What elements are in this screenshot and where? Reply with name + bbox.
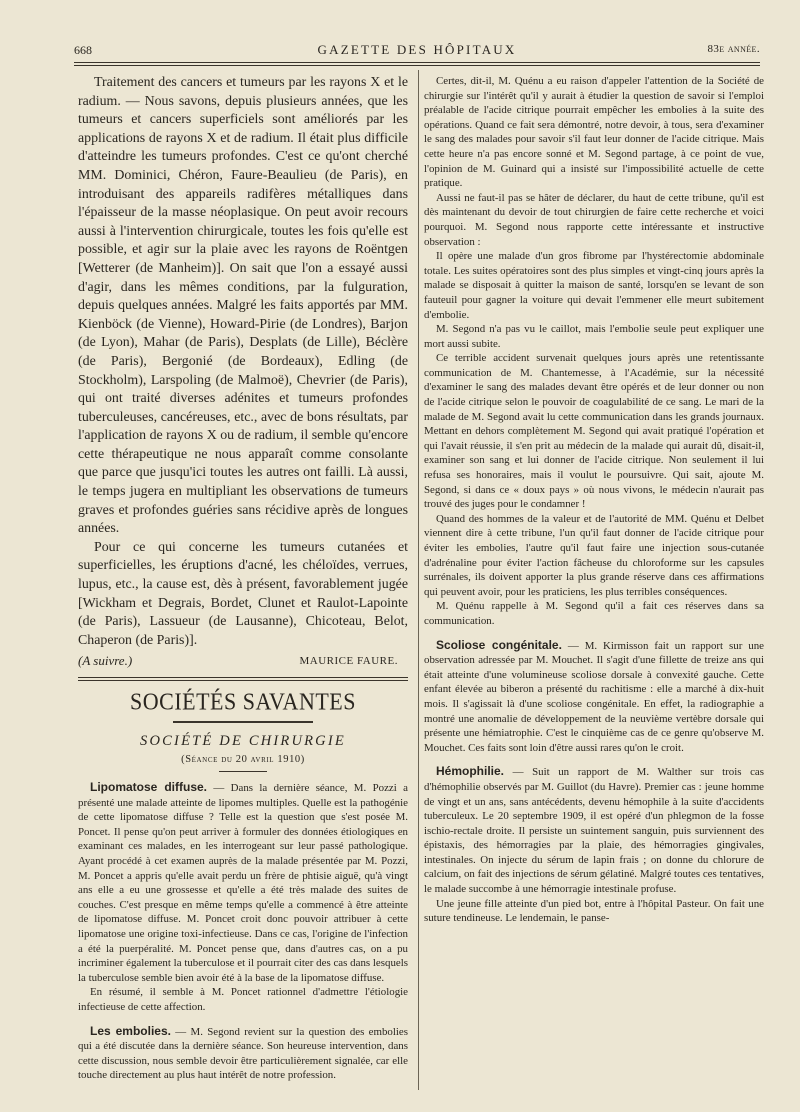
spacer: [78, 1015, 408, 1024]
embolies-paragraph-5: M. Segond n'a pas vu le caillot, mais l'embolie seule peut expliquer une mort aussi subite.: [424, 323, 764, 350]
header-rule-double: [74, 65, 760, 66]
embolies-paragraph-1: [78, 1024, 408, 1083]
hemophilie-paragraph-1: [424, 764, 764, 896]
embolies-paragraph-7: Quand des hommes de la valeur et de l'autorité de MM. Quénu et Delbet viennent dire à cette tribune, l'un qu'il faut donner de l'acide citrique pour éviter les embolies, l'autre qu'il faut faire une injection sous-cutanée d'adrénaline pour éviter l'action fâcheuse du chloroforme sur les capsules surrénales, ils doivent apporter la plus grande réserve dans ces affirmations qui peuvent avoir, pour les praticiens, les plus terribles conséquences.: [424, 512, 764, 598]
running-head: [74, 40, 760, 60]
section-rule-top: [78, 677, 408, 678]
spacer: [424, 629, 764, 638]
hemophilie-text: — Suit un rapport de M. Walther sur trois cas d'hémophilie observés par M. Guillot (du Havre). Premier cas : jeune homme de vingt et un ans, sans antécédents, devenu hémophile à la suite d'accidents tuberculeux. Le 20 septembre 1909, il est opéré d'un phlegmon de la fosse ischio-rectale droite. Il persiste un suintement sanguin, puis surviennent des épistaxis, des hémorragies par la plaie, des hémorragies gingivales, intestinales. On injecte du sérum de lapin frais ; on donne du chlorure de calcium, on fait des injections de sérum gélatiné. Malgré toutes ces tentatives, le malade succombe à une hémorragie intestinale profuse.: [424, 766, 764, 896]
radium-paragraph-2: Pour ce qui concerne les tumeurs cutanées et superficielles, les éruptions d'acné, les chéloïdes, verrues, lupus, etc., la cause est, dès à présent, favorablement jugée [Wickham et Degrais, Bordet, Clunet et Raulot-Lapointe (de Paris), Lassueur (de Lausanne), Chicoteau, Belot, Chaperon (de Paris)].: [78, 539, 408, 648]
section-title-rule: [173, 721, 313, 723]
hemophilie-paragraph-2: Une jeune fille atteinte d'un pied bot, entre à l'hôpital Pasteur. On fait une suture tendineuse. Le lendemain, le panse-: [424, 897, 764, 925]
page-number: 668: [74, 43, 92, 57]
to-be-continued: (A suivre.): [78, 653, 133, 669]
article-footer: [78, 652, 408, 671]
embolies-heading: Les embolies.: [90, 1023, 171, 1038]
section-rule-bottom: [78, 680, 408, 681]
lipomatose-paragraph-1: [78, 780, 408, 985]
section-title: SOCIÉTÉS SAVANTES: [130, 687, 356, 716]
lipomatose-text: — Dans la dernière séance, M. Pozzi a présenté une malade atteinte de lipomes multiples. Quelle est la pathogénie de cette lipomatose diffuse ? Telle est la question que s'est posée M. Poncet. Il pense qu'on peut arriver à formuler des données étiologiques en examinant ces malades, en les interrogeant sur leur passé pathologique. Ayant procédé à cet examen auprès de la malade présentée par M. Pozzi, M. Poncet a appris qu'elle avait perdu un frère de phtisie aiguë, qu'à vingt ans elle a eu une grossesse et qu'elle a été très malade des suites de couches. C'est presque en même temps qu'elle a commencé à être atteinte de lipomatose diffuse. M. Poncet croit donc pouvoir attribuer à cette lipomatose une origine toxi-infectieuse. Dans ce cas, l'origine de l'infection a été la puerpéralité. M. Poncet pense que, dans d'autres cas, on a pu incriminer également la tuberculose et il pourrait citer des cas dans lesquels la tuberculose semble bien avoir été à la base de la lipomatose diffuse.: [78, 782, 408, 984]
lipomatose-paragraph-2: En résumé, il semble à M. Poncet rationnel d'admettre l'étiologie infectieuse de cette affection.: [78, 986, 408, 1013]
scoliose-paragraph: [424, 638, 764, 756]
lipomatose-heading: Lipomatose diffuse.: [90, 780, 207, 794]
header-rule: [74, 62, 760, 63]
author-signature: MAURICE FAURE.: [299, 655, 398, 668]
embolies-paragraph-4: Il opère une malade d'un gros fibrome par l'hystérectomie abdominale totale. Les suites opératoires sont des plus simples et vingt-cinq jours après la malade se disposait à quitter la maison de santé, lorsqu'en se levant de son fauteuil pour gagner la voiture qui devait l'emmener elle meurt subitement d'embolie.: [424, 250, 764, 321]
year-label: 83e année.: [707, 43, 760, 55]
society-reports-right: [424, 74, 764, 926]
radium-paragraph-1: Traitement des cancers et tumeurs par les rayons X et le radium. — Nous savons, depuis plusieurs années, que les tumeurs et cancers superficiels sont améliorés par les applications de rayons X et de radium. Il était plus difficile d'atteindre les tumeurs profondes. C'est ce qu'ont cherché MM. Dominici, Chéron, Faure-Beaulieu (de Paris), en introduisant des appareils radifères métalliques dans l'épaisseur de la masse néoplasique. On peut avoir recours aussi à l'intervention chirurgicale, toutes les fois qu'elle est possible, et agir sur la plaie avec les rayons de Roëntgen [Wetterer (de Manheim)]. On sait que l'on a essayé aussi d'agir, dans les mêmes conditions, par la fulguration, depuis quelques années. Malgré les faits apportés par MM. Kienböck (de Vienne), Howard-Pirie (de Londres), Barjon (de Lyon), Mahar (de Paris), Desplats (de Lille), Béclère (de Paris), Bergonié (de Bordeaux), Edling (de Stockholm), Larspoling (de Malmoë), Chevrier (de Paris), qui ont traité diverses adénites et tumeurs profondes tuberculeuses, cancéreuses, etc., avec de bons résultats, par l'application de rayons X ou de radium, il semble qu'encore cette thérapeutique ne nous apparaît comme consolante que parce que jusqu'ici toutes les autres ont failli. Là aussi, le temps jugera en multipliant les observations de tumeurs graves et profondes guéries sans récidive après de longues années.: [78, 75, 408, 537]
session-rule: [219, 771, 267, 772]
embolies-paragraph-2: Certes, dit-il, M. Quénu a eu raison d'appeler l'attention de la Société de chirurgie sur l'intérêt qu'il y aurait à étudier la question de savoir si l'emploi préalable de l'acide citrique pourrait empêcher les embolies à la suite des opérations. Quand ce fait sera démontré, notre devoir, à tous, sera d'examiner le sang des malades pour savoir s'il faut leur donner de l'acide citrique. Mais cette heure n'a pas encore sonné et M. Segond partage, à ce point de vue, l'opinion de M. Guinard qui a insisté sur l'impossibilité actuelle de cette pratique.: [424, 75, 764, 190]
embolies-paragraph-3: Aussi ne faut-il pas se hâter de déclarer, du haut de cette tribune, qu'il est dès maintenant du devoir de tout chirurgien de faire cette recherche et voici pourquoi. M. Segond nous rapporte cette intéressante et instructive observation :: [424, 191, 764, 248]
left-column: [78, 74, 408, 1083]
spacer: [424, 755, 764, 764]
hemophilie-heading: Hémophilie.: [436, 764, 505, 779]
radium-article: [78, 74, 408, 671]
embolies-text: — M. Segond revient sur la question des embolies qui a été discutée dans la dernière séance. Son heureuse intervention, dans cette discussion, nous semble devoir être particulièrement signalée, car elle touche directement au plus haut intérêt de notre profession.: [78, 1025, 408, 1082]
embolies-paragraph-6: Ce terrible accident survenait quelques jours après une retentissante communication de M. Chantemesse, à l'Académie, sur la nécessité d'examiner le sang des malades devant être opérés et de leur donner ou non de l'acide citrique selon le pouvoir de coagulabilité de ce sang. Le mari de la malade de M. Segond avait lu cette communication dans les grands journaux. Mettant en dehors complètement M. Segond qui avait pratiqué l'opération et qui l'avait réussie, il s'en prit au médecin de la malade qui aurait dû, disait-il, examiner son sang et lui donner de l'acide citrique. Non seulement il lui refusa ses honoraires, mais il voulut le poursuivre. Qui sait, ajoute M. Segond, si dans ce « doux pays » où nous vivons, le médecin n'aurait pas trouvé des juges pour le condamner !: [424, 352, 764, 511]
right-column: [424, 74, 764, 926]
scoliose-text: — M. Kirmisson fait un rapport sur une observation adressée par M. Mouchet. Il s'agit d'une fillette de treize ans qui était atteinte d'une volumineuse scoliose dorsale à convexité gauche. Cette enfant élevée au biberon a présenté du rachitisme : elle a marché à dix-huit mois. Il s'agissait là d'une scoliose congénitale. En effet, la radiographie a montré une anomalie de développement de la neuvième vertèbre dorsale qui présente une hémiatrophie. C'est le cinquième cas de ce genre qu'observe M. Mouchet. Ces faits sont loin d'être aussi rares qu'on le croit.: [424, 639, 764, 754]
session-date: (Séance du 20 avril 1910): [181, 754, 305, 765]
scoliose-heading: Scoliose congénitale.: [436, 637, 562, 652]
society-reports-left: [78, 780, 408, 1083]
column-divider: [418, 70, 419, 1090]
embolies-paragraph-8: M. Quénu rappelle à M. Segond qu'il a fait ces réserves dans sa communication.: [424, 600, 764, 627]
journal-title: GAZETTE DES HÔPITAUX: [317, 42, 517, 57]
society-title: SOCIÉTÉ DE CHIRURGIE: [140, 733, 346, 749]
